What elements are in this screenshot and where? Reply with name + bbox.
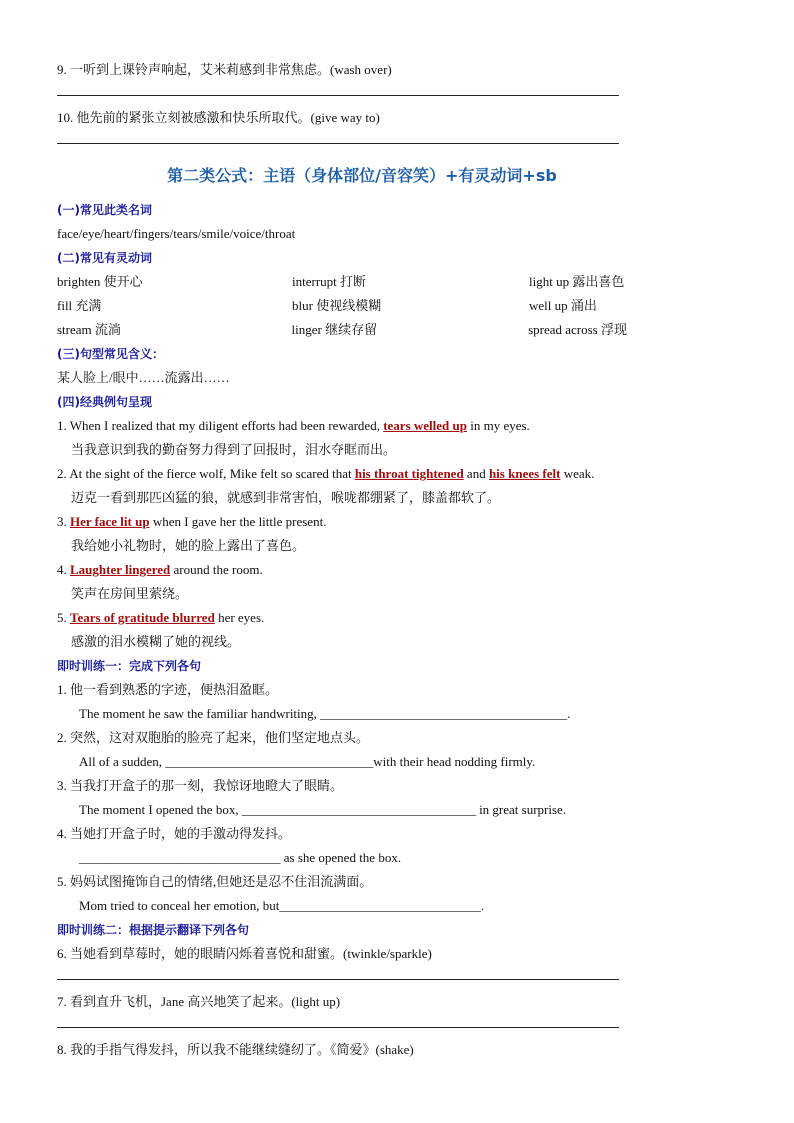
exercise-item: 10. 他先前的紧张立刻被感激和快乐所取代。(give way to) [57,110,380,125]
section-heading: 第二类公式：主语（身体部位/音容笑）+有灵动词+sb [167,166,557,185]
highlight: Her face lit up [70,514,150,529]
answer-line[interactable] [57,966,627,990]
exercise-item: 8. 我的手指气得发抖，所以我不能继续缝纫了。《简爱》(shake) [57,1042,414,1057]
verb: stream 流淌 [57,322,121,337]
example-sentence [57,558,627,582]
text: 4. [57,562,70,577]
practice-blank-sentence[interactable]: The moment I opened the box, ____________________________________ in great surprise. [79,802,567,817]
practice-prompt: 1. 他一看到熟悉的字迹，便热泪盈眶。 [57,682,279,697]
example-translation: 感激的泪水模糊了她的视线。 [71,634,241,649]
answer-line[interactable] [57,1014,627,1038]
highlight: Tears of gratitude blurred [70,610,215,625]
subsection-title: (一)常见此类名词 [57,203,152,217]
example-sentence [57,414,627,438]
practice-title: 即时训练一：完成下列各句 [57,659,202,673]
practice-blank-sentence[interactable]: Mom tried to conceal her emotion, but_______________________________. [79,898,485,913]
verb: well up 涌出 [529,298,597,313]
example-sentence [57,510,627,534]
highlight: his knees felt [488,466,561,481]
subsection-title: (二)常见有灵动词 [57,251,152,265]
verb: spread across 浮现 [528,322,627,337]
example-translation: 迈克一看到那匹凶猛的狼，就感到非常害怕，喉咙都绷紧了，膝盖都软了。 [71,490,501,505]
text: when I gave her the little present. [149,514,327,529]
verb: light up 露出喜色 [529,274,625,289]
exercise-item: 6. 当她看到草莓时，她的眼睛闪烁着喜悦和甜蜜。(twinkle/sparkle) [57,946,432,961]
text: her eyes. [214,610,265,625]
text: around the room. [170,562,263,577]
practice-prompt: 4. 当她打开盒子时，她的手激动得发抖。 [57,826,292,841]
verb: linger 继续存留 [291,322,378,337]
practice-blank-sentence[interactable]: All of a sudden, ________________________________with their head nodding firmly. [79,754,536,769]
subsection-title: (四)经典例句呈现 [57,395,152,409]
example-translation: 当我意识到我的勤奋努力得到了回报时，泪水夺眶而出。 [71,442,397,457]
text: 5. [57,610,70,625]
verb-row [57,270,627,294]
practice-prompt: 3. 当我打开盒子的那一刻，我惊讶地瞪大了眼睛。 [57,778,344,793]
subsection-title: (三)句型常见含义： [57,347,164,361]
noun-list: face/eye/heart/fingers/tears/smile/voice/throat [57,226,296,241]
verb-row [57,318,627,342]
example-translation: 我给她小礼物时，她的脸上露出了喜色。 [71,538,306,553]
answer-line[interactable] [57,82,627,106]
text: 1. When I realized that my diligent efforts had been rewarded, [57,418,384,433]
verb: fill 充满 [57,298,102,313]
exercise-item: 9. 一听到上课铃声响起，艾米莉感到非常焦虑。(wash over) [57,62,392,77]
text: weak. [560,466,595,481]
practice-prompt: 5. 妈妈试图掩饰自己的情绪,但她还是忍不住泪流满面。 [57,874,373,889]
text: in my eyes. [466,418,530,433]
text: 2. At the sight of the fierce wolf, Mike felt so scared that [57,466,355,481]
verb-row [57,294,627,318]
example-translation: 笑声在房间里萦绕。 [71,586,189,601]
practice-blank-sentence[interactable]: _______________________________ as she opened the box. [79,850,402,865]
practice-prompt: 2. 突然，这对双胞胎的脸亮了起来，他们坚定地点头。 [57,730,370,745]
example-sentence [57,462,627,486]
highlight: tears welled up [383,418,467,433]
verb: brighten 使开心 [57,274,143,289]
verb: interrupt 打断 [292,274,367,289]
exercise-item: 7. 看到直升飞机，Jane 高兴地笑了起来。(light up) [57,994,341,1009]
text: 3. [57,514,70,529]
answer-line[interactable] [57,130,627,154]
text: and [463,466,489,481]
verb: blur 使视线模糊 [292,298,382,313]
example-sentence [57,606,627,630]
pattern-meaning: 某人脸上/眼中……流露出…… [57,370,230,385]
highlight: his throat tightened [354,466,464,481]
practice-blank-sentence[interactable]: The moment he saw the familiar handwriting, ______________________________________. [79,706,571,721]
highlight: Laughter lingered [70,562,171,577]
practice-title: 即时训练二：根据提示翻译下列各句 [57,923,250,937]
